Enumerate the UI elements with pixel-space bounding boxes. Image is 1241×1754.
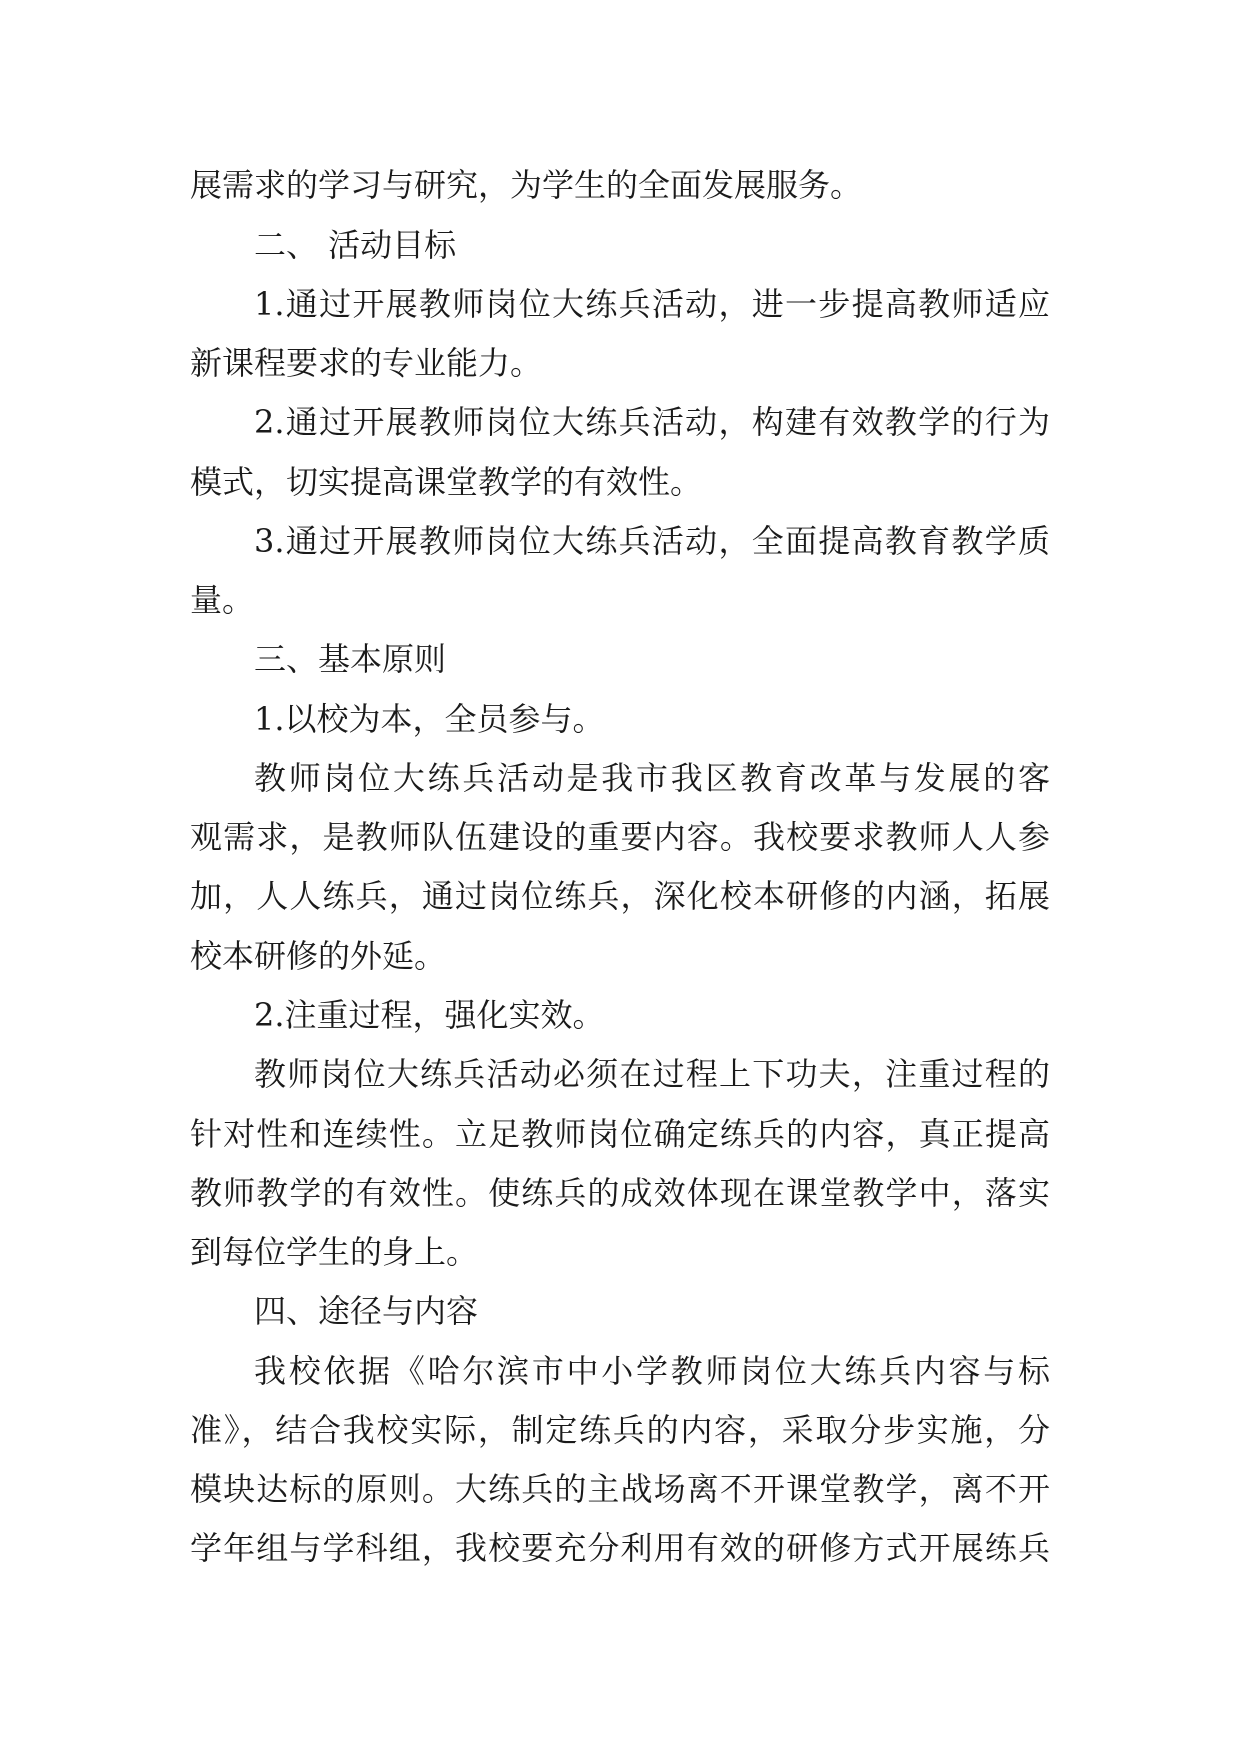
- text-line: 展需求的学习与研究，为学生的全面发展服务。: [190, 166, 863, 204]
- text-line: 教师岗位大练兵活动是我市我区教育改革与发展的客: [254, 759, 1050, 797]
- text-line: 教师岗位大练兵活动必须在过程上下功夫，注重过程的: [254, 1055, 1050, 1093]
- text-line: 校本研修的外延。: [190, 937, 447, 975]
- text-line: 加，人人练兵，通过岗位练兵，深化校本研修的内涵，拓展: [190, 877, 1050, 915]
- subsection-heading: 2.注重过程，强化实效。: [254, 996, 605, 1034]
- text-line: 针对性和连续性。立足教师岗位确定练兵的内容，真正提高: [190, 1115, 1050, 1153]
- section-heading: 四、途径与内容: [254, 1292, 479, 1330]
- text-line: 到每位学生的身上。: [190, 1233, 479, 1271]
- text-line: 模式，切实提高课堂教学的有效性。: [190, 463, 703, 501]
- text-line: 观需求，是教师队伍建设的重要内容。我校要求教师人人参: [190, 818, 1050, 856]
- subsection-heading: 1.以校为本，全员参与。: [254, 700, 605, 738]
- text-line: 3.通过开展教师岗位大练兵活动，全面提高教育教学质: [254, 522, 1050, 560]
- text-line: 学年组与学科组，我校要充分利用有效的研修方式开展练兵: [190, 1529, 1050, 1567]
- text-line: 我校依据《哈尔滨市中小学教师岗位大练兵内容与标: [254, 1352, 1050, 1390]
- section-heading: 二、 活动目标: [254, 226, 457, 264]
- text-line: 1.通过开展教师岗位大练兵活动，进一步提高教师适应: [254, 285, 1050, 323]
- text-line: 2.通过开展教师岗位大练兵活动，构建有效教学的行为: [254, 403, 1050, 441]
- text-line: 新课程要求的专业能力。: [190, 344, 543, 382]
- section-heading: 三、基本原则: [254, 640, 447, 678]
- text-line: 量。: [190, 581, 255, 619]
- text-line: 准》，结合我校实际，制定练兵的内容，采取分步实施，分: [190, 1411, 1050, 1449]
- text-line: 模块达标的原则。大练兵的主战场离不开课堂教学，离不开: [190, 1470, 1050, 1508]
- text-line: 教师教学的有效性。使练兵的成效体现在课堂教学中，落实: [190, 1174, 1050, 1212]
